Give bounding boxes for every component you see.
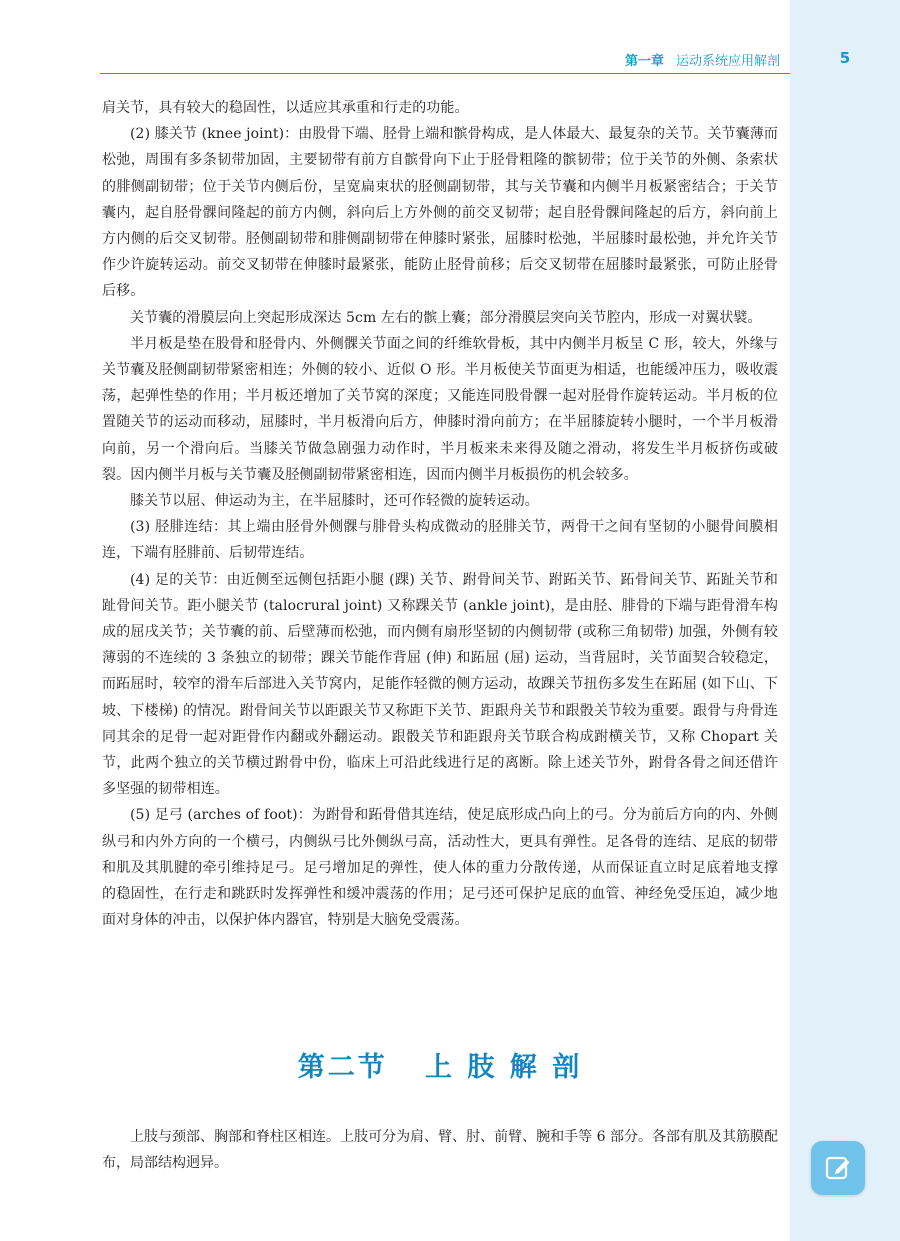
page-number: 5	[839, 49, 851, 67]
section-intro-paragraph: 上肢与颈部、胸部和脊柱区相连。上肢可分为肩、臂、肘、前臂、腕和手等 6 部分。各部有肌及其筋膜配布，局部结构迥异。	[102, 1129, 778, 1172]
paragraph: (5) 足弓 (arches of foot)：为跗骨和跖骨借其连结，使足底形成凸向上的弓。分为前后方向的内、外侧纵弓和内外方向的一个横弓，内侧纵弓比外侧纵弓高，活动性大，更具有弹性。足各骨的连结、足底的韧带和肌及其肌腱的牵引维持足弓。足弓增加足的弹性，使人体的重力分散传递，从而保证直立时足底着地支撑的稳固性，在行走和跳跃时发挥弹性和缓冲震荡的作用；足弓还可保护足底的血管、神经免受压迫，减少地面对身体的冲击，以保护体内器官，特别是大脑免受震荡。	[102, 807, 778, 929]
paragraph: 关节囊的滑膜层向上突起形成深达 5cm 左右的髌上囊；部分滑膜层突向关节腔内，形成一对翼状襞。	[130, 309, 762, 326]
chapter-label: 第一章	[624, 54, 664, 69]
section-number: 第二节	[297, 1052, 388, 1083]
paragraph: 肩关节，具有较大的稳固性，以适应其承重和行走的功能。	[102, 100, 469, 116]
header-rule	[100, 73, 790, 74]
note-button[interactable]	[811, 1141, 865, 1195]
running-head	[560, 50, 780, 69]
paragraph: (3) 胫腓连结：其上端由胫骨外侧髁与腓骨头构成微动的胫腓关节，两骨干之间有坚韧的小腿骨间膜相连，下端有胫腓前、后韧带连结。	[102, 519, 778, 562]
paragraph: (2) 膝关节 (knee joint)：由股骨下端、胫骨上端和髌骨构成，是人体最大、最复杂的关节。关节囊薄而松弛，周围有多条韧带加固，主要韧带有前方自髌骨向下止于胫骨粗隆的髌韧带；位于关节的外侧、条索状的腓侧副韧带；位于关节内侧后份，呈宽扁束状的胫侧副韧带，其与关节囊和内侧半月板紧密结合；于关节囊内，起自胫骨髁间隆起的前方内侧，斜向后上方外侧的前交叉韧带；起自胫骨髁间隆起的后方，斜向前上方内侧的后交叉韧带。胫侧副韧带和腓侧副韧带在伸膝时紧张，屈膝时松弛，半屈膝时最松弛，并允许关节作少许旋转运动。前交叉韧带在伸膝时最紧张，能防止胫骨前移；后交叉韧带在屈膝时最紧张，可防止胫骨后移。	[102, 126, 778, 300]
section-intro	[102, 1124, 778, 1176]
paragraph: 半月板是垫在股骨和胫骨内、外侧髁关节面之间的纤维软骨板，其中内侧半月板呈 C 形，较大，外缘与关节囊及胫侧副韧带紧密相连；外侧的较小、近似 O 形。半月板使关节面更为相适，也能缓冲压力，吸收震荡，起弹性垫的作用；半月板还增加了关节窝的深度；又能连同股骨髁一起对胫骨作旋转运动。半月板的位置随关节的运动而移动，屈膝时，半月板滑向后方，伸膝时滑向前方；在半屈膝旋转小腿时，一个半月板滑向前，另一个滑向后。当膝关节做急剧强力动作时，半月板来未来得及随之滑动，将发生半月板挤伤或破裂。因内侧半月板与关节囊及胫侧副韧带紧密相连，因而内侧半月板损伤的机会较多。	[102, 335, 778, 483]
chapter-title: 运动系统应用解剖	[675, 54, 780, 69]
edit-note-icon	[823, 1153, 853, 1183]
paragraph: (4) 足的关节：由近侧至远侧包括距小腿 (踝) 关节、跗骨间关节、跗跖关节、跖骨间关节、跖趾关节和趾骨间关节。距小腿关节 (talocrural joint) 又称踝关节 (ankle joint)，是由胫、腓骨的下端与距骨滑车构成的屈戌关节；关节囊的前、后壁薄而松弛，而内侧有扇形坚韧的内侧韧带 (或称三角韧带) 加强，外侧有较薄弱的不连续的 3 条独立的韧带；踝关节能作背屈 (伸) 和跖屈 (屈) 运动，当背屈时，关节面契合较稳定，而跖屈时，较窄的滑车后部进入关节窝内，足能作轻微的侧方运动，故踝关节扭伤多发生在跖屈 (如下山、下坡、下楼梯) 的情况。跗骨间关节以距跟关节又称距下关节、距跟舟关节和跟骰关节较为重要。跟骨与舟骨连同其余的足骨一起对距骨作内翻或外翻运动。跟骰关节和距跟舟关节联合构成跗横关节，又称 Chopart 关节，此两个独立的关节横过跗骨中份，临床上可沿此线进行足的离断。除上述关节外，跗骨各骨之间还借许多坚强的韧带相连。	[102, 571, 778, 798]
side-band	[790, 0, 900, 1241]
body-text	[102, 95, 778, 934]
paragraph: 膝关节以屈、伸运动为主，在半屈膝时，还可作轻微的旋转运动。	[130, 493, 539, 510]
section-heading	[102, 1045, 778, 1084]
section-title: 上 肢 解 剖	[425, 1052, 583, 1083]
